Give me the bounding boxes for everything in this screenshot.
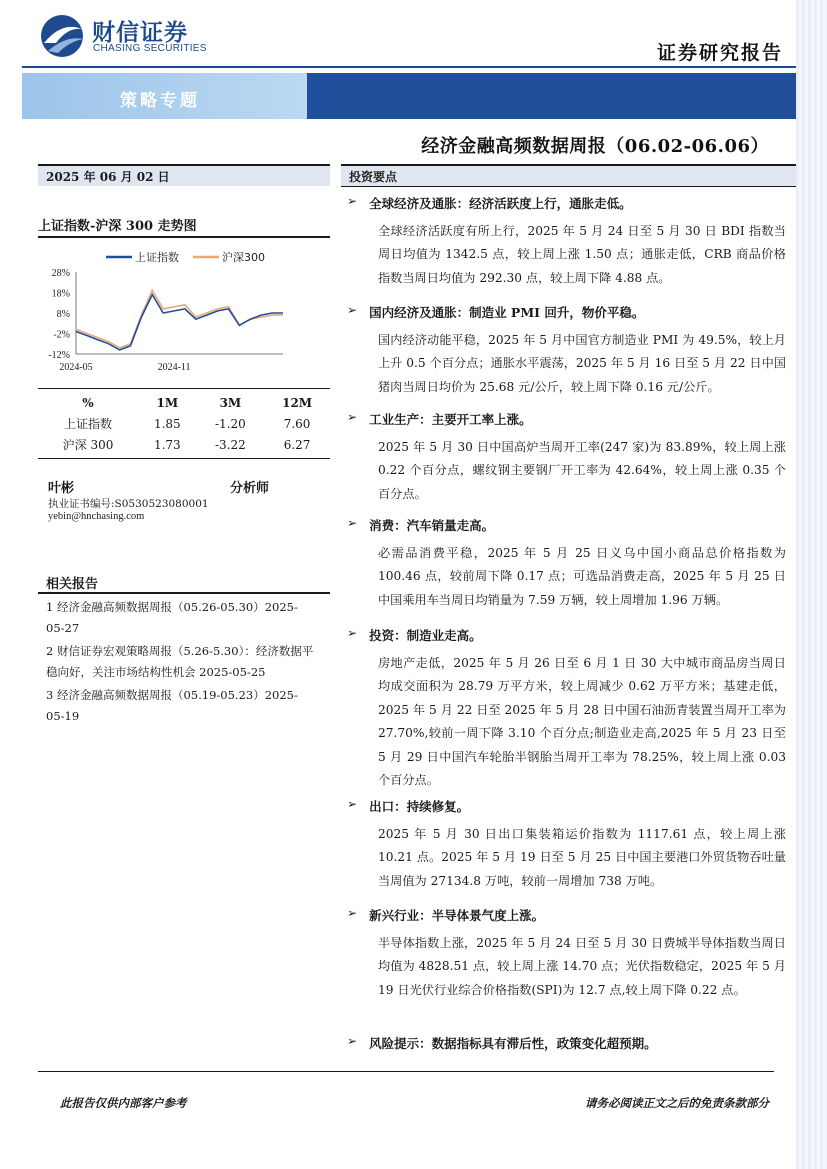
arrow-bullet-icon: ➢ (347, 1034, 358, 1048)
table-cell: 1.85 (153, 416, 181, 431)
arrow-bullet-icon: ➢ (347, 303, 358, 317)
list-item[interactable]: 3 经济金融高频数据周报（05.19-05.23）2025-05-19 (46, 688, 298, 723)
arrow-bullet-icon: ➢ (347, 516, 358, 530)
section-heading-text: 风险提示：数据指标具有滞后性，政策变化超预期。 (369, 1036, 657, 1051)
key-points-title: 投资要点 (349, 170, 398, 184)
logo-name: 财信证券 (92, 20, 188, 46)
related-reports-rule (38, 592, 330, 594)
report-type: 证券研究报告 (656, 42, 783, 64)
analyst-email[interactable]: yebin@hnchasing.com (48, 511, 145, 522)
arrow-bullet-icon: ➢ (347, 194, 358, 208)
table-cell: 上证指数 (63, 417, 112, 431)
arrow-bullet-icon: ➢ (347, 626, 358, 640)
banner-label: 策略专题 (120, 91, 200, 111)
section-body: 必需品消费平稳，2025 年 5 月 25 日义乌中国小商品总价格指数为 100.46 点，较前周下降 0.17 点；可选品消费走高，2025 年 5 月 25 日中国乘用车当周日均销量为 7.59 万辆，较上周增加 1.96 万辆。 (378, 546, 786, 607)
table-cell: 7.60 (283, 416, 311, 431)
table-cell: -3.22 (215, 437, 246, 452)
company-logo-icon (38, 13, 86, 59)
footer-rule (38, 1071, 774, 1072)
list-item[interactable]: 2 财信证券宏观策略周报（5.26-5.30）：经济数据平稳向好，关注市场结构性机会 2025-05-25 (46, 644, 314, 679)
table-cell: 6.27 (283, 437, 311, 452)
table-header-row (38, 392, 330, 413)
footer-disclaimer-right: 请务必阅读正文之后的免责条款部分 (585, 1096, 769, 1110)
section-heading (347, 303, 644, 321)
y-tick-label: 28% (51, 268, 70, 279)
chart-bottom-rule (38, 388, 330, 389)
table-cell: 沪深 300 (62, 438, 114, 452)
table-row (38, 413, 330, 434)
section-heading-text: 新兴行业：半导体景气度上涨。 (369, 908, 545, 923)
legend-label-0: 上证指数 (135, 251, 179, 264)
section-heading-text: 投资：制造业走高。 (369, 628, 482, 643)
table-cell: 1.73 (153, 437, 181, 452)
analyst-name: 叶彬 (48, 481, 75, 496)
section-heading (347, 1034, 657, 1052)
table-cell: -1.20 (215, 416, 246, 431)
related-reports-list (46, 597, 316, 729)
performance-table (38, 392, 330, 455)
section-body: 2025 年 5 月 30 日出口集装箱运价指数为 1117.61 点，较上周上涨 10.21 点。2025 年 5 月 19 日至 5 月 25 日中国主要港口外贸货物吞吐量当周值为 27134.8 万吨，较前一周增加 738 万吨。 (378, 827, 786, 888)
section-heading (347, 797, 469, 815)
key-points-rule (341, 186, 796, 187)
x-tick-label: 2024-05 (59, 362, 93, 373)
section-heading (347, 626, 482, 644)
related-reports-title: 相关报告 (46, 577, 99, 592)
table-header-cell: 12M (282, 395, 313, 410)
section-body: 半导体指数上涨，2025 年 5 月 24 日至 5 月 30 日费城半导体指数当周日均值为 4828.51 点，较上周上涨 14.70 点；光伏指数稳定，2025 年 5 月 19 日光伏行业综合价格指数(SPI)为 12.7 点,较上周下降 0.22 点。 (378, 936, 786, 997)
section-heading-text: 全球经济及通胀：经济活跃度上行，通胀走低。 (369, 196, 632, 211)
arrow-bullet-icon: ➢ (347, 410, 358, 424)
y-tick-label: 8% (56, 309, 70, 320)
table-bottom-rule (38, 458, 330, 459)
analyst-certificate: 执业证书编号:S0530523080001 (48, 498, 209, 510)
arrow-bullet-icon: ➢ (347, 906, 358, 920)
section-heading (347, 906, 544, 924)
section-heading (347, 516, 494, 534)
key-points-bar (341, 164, 796, 186)
analyst-role: 分析师 (230, 481, 270, 496)
table-header-cell: % (82, 395, 94, 410)
table-header-cell: 1M (156, 395, 179, 410)
section-body: 国内经济动能平稳，2025 年 5 月中国官方制造业 PMI 为 49.5%，较上月上升 0.5 个百分点；通胀水平震荡，2025 年 5 月 16 日至 5 月 22 日中国猪肉当周日均价为 25.68 元/公斤，较上周下降 0.16 元/公斤。 (378, 333, 786, 394)
header-rule (22, 66, 796, 68)
banner-right (307, 73, 796, 119)
section-heading-text: 国内经济及通胀：制造业 PMI 回升，物价平稳。 (369, 305, 645, 320)
y-tick-label: -2% (53, 329, 70, 341)
logo-english-name: CHASING SECURITIES (93, 43, 207, 54)
report-date: 2025 年 06 月 02 日 (46, 170, 170, 184)
list-item[interactable]: 1 经济金融高频数据周报（05.26-05.30）2025-05-27 (46, 600, 298, 635)
section-heading (347, 410, 532, 428)
section-heading (347, 194, 632, 212)
section-body: 全球经济活跃度有所上行，2025 年 5 月 24 日至 5 月 30 日 BDI 指数当周日均值为 1342.5 点，较上周上涨 1.50 点；通胀走低，CRB 商品价格指数当周日均值为 292.30 点，较上周下降 4.88 点。 (378, 224, 786, 285)
y-tick-label: 18% (51, 288, 70, 300)
y-tick-label: -12% (48, 350, 70, 361)
chart-title-rule (38, 236, 330, 238)
section-body: 房地产走低，2025 年 5 月 26 日至 6 月 1 日 30 大中城市商品房当周日均成交面积为 28.79 万平方米，较上周减少 0.62 万平方米；基建走低，2025 年 5 月 22 日至 2025 年 5 月 28 日中国石油沥青装置当周开工率为 27.70%,较前一周下降 3.10 个百分点;制造业走高,2025 年 5 月 23 日至 5 月 29 日中国汽车轮胎半钢胎当周开工率为 78.25%，较上周上涨 0.03 个百分点。 (378, 656, 786, 788)
index-trend-chart (38, 240, 330, 375)
arrow-bullet-icon: ➢ (347, 797, 358, 811)
legend-label-1: 沪深300 (222, 251, 265, 264)
side-decoration-strip (796, 0, 827, 1169)
section-body: 2025 年 5 月 30 日中国高炉当周开工率(247 家)为 83.89%，较上周上涨 0.22 个百分点，螺纹钢主要钢厂开工率为 42.64%，较上周上涨 0.35 个百分点。 (378, 440, 786, 501)
footer-disclaimer-left: 此报告仅供内部客户参考 (60, 1096, 187, 1110)
section-heading-text: 消费：汽车销量走高。 (369, 518, 495, 533)
section-heading-text: 工业生产：主要开工率上涨。 (369, 412, 532, 427)
chart-title: 上证指数-沪深 300 走势图 (38, 219, 197, 234)
table-row (38, 434, 330, 455)
x-tick-label: 2024-11 (157, 362, 191, 373)
table-header-cell: 3M (219, 395, 242, 410)
section-heading-text: 出口：持续修复。 (369, 799, 470, 814)
report-title: 经济金融高频数据周报（06.02-06.06） (421, 136, 769, 157)
